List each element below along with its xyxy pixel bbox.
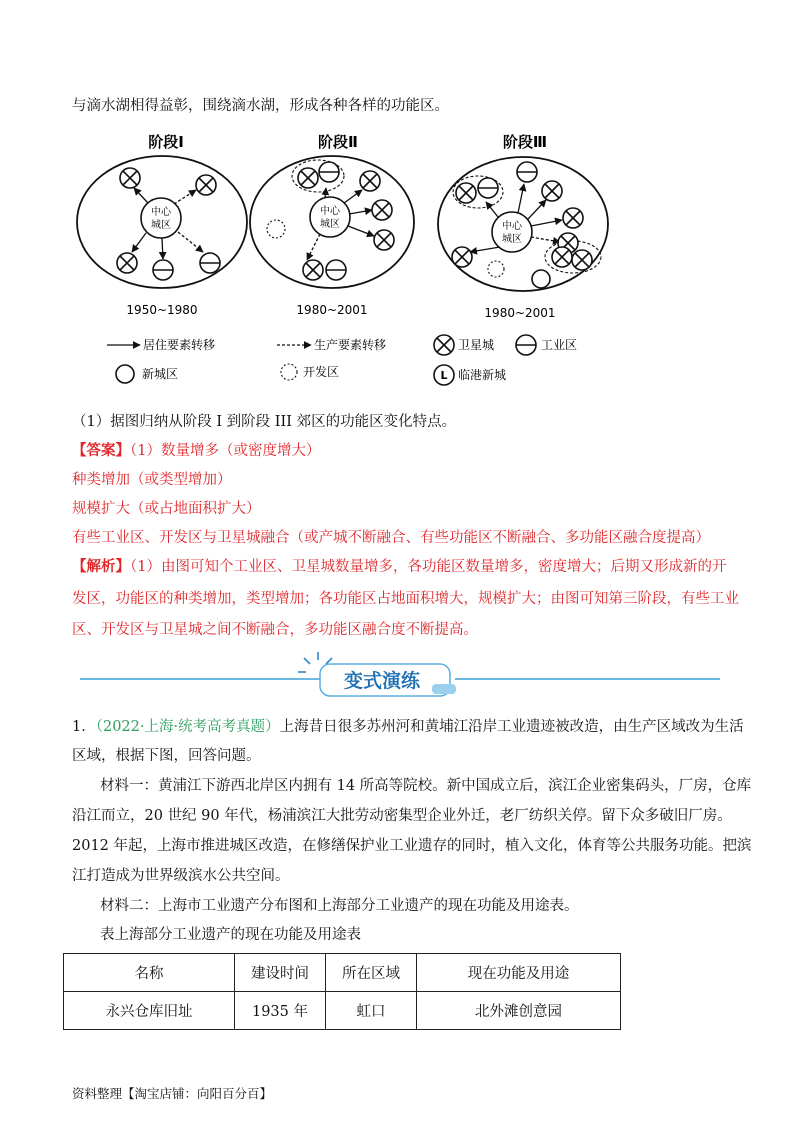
legend-development-icon: [281, 364, 297, 380]
svg-text:中心: 中心: [151, 207, 171, 218]
problem-1-line-1: 1．（2022·上海·统考高考真题）上海昔日很多苏州河和黄埔江沿岸工业遗迹被改造，由生产区域改为生活: [72, 719, 744, 735]
material-1-line-3: 2012 年起，上海市推进城区改造，在修缮保护业工业遗存的同时，植入文化，体育等公共服务功能。把滨: [72, 838, 752, 854]
stage-3-title: 阶段Ⅲ: [502, 133, 548, 151]
table-cell: 1935 年: [235, 992, 326, 1030]
page-footer: 资料整理【淘宝店铺：向阳百分百】: [72, 1086, 273, 1101]
analysis-label: 【解析】: [72, 558, 130, 575]
question-1: （1）据图归纳从阶段 I 到阶段 III 郊区的功能区变化特点。: [72, 414, 457, 430]
stage-2-title: 阶段Ⅱ: [318, 133, 358, 151]
svg-text:中心: 中心: [320, 206, 340, 217]
table-caption: 表上海部分工业遗产的现在功能及用途表: [100, 927, 361, 943]
material-2-line-1: 材料二：上海市工业遗产分布图和上海部分工业遗产的现在功能及用途表。: [100, 898, 579, 914]
answer-line-3: 规模扩大（或占地面积扩大）: [72, 501, 261, 517]
svg-text:城区: 城区: [151, 220, 171, 231]
table-cell: 永兴仓库旧址: [64, 992, 235, 1030]
legend-industrial: 工业区: [541, 338, 578, 352]
table-header-cell: 所在区域: [326, 954, 417, 992]
stage-1-period: 1950~1980: [126, 303, 198, 317]
material-1-line-1: 材料一：黄浦江下游西北岸区内拥有 14 所高等院校。新中国成立后，滨江企业密集码头，厂房，仓库: [100, 778, 752, 794]
problem-source: （2022·上海·统考高考真题）: [95, 719, 280, 735]
svg-text:城区: 城区: [320, 219, 340, 230]
table-row: [64, 992, 621, 1030]
analysis-line-1: 【解析】（1）由图可知个工业区、卫星城数量增多，各功能区数量增多，密度增大；后期又形成新的开: [72, 558, 727, 575]
material-1-line-2: 沿江而立，20 世纪 90 年代，杨浦滨江大批劳动密集型企业外迁，老厂纺织关停。留下众多破旧厂房。: [72, 808, 732, 824]
legend-production: 生产要素转移: [314, 338, 387, 352]
stage-2-period: 1980~2001: [296, 303, 368, 317]
table-header-cell: 现在功能及用途: [417, 954, 621, 992]
legend-port-city: 临港新城: [458, 368, 507, 382]
answer-line-1: 【答案】（1）数量增多（或密度增大）: [72, 442, 321, 459]
stage-3-center: [492, 212, 532, 252]
answer-label: 【答案】: [72, 442, 130, 459]
stage-3-period: 1980~2001: [484, 306, 556, 320]
legend-residential: 居住要素转移: [143, 338, 216, 352]
legend-satellite: 卫星城: [458, 338, 495, 352]
material-1-line-4: 江打造成为世界级滨水公共空间。: [72, 868, 290, 884]
legend-new-city: 新城区: [142, 367, 179, 381]
intro-line: 与滴水湖相得益彰，围绕滴水湖，形成各种各样的功能区。: [72, 98, 449, 114]
legend-development: 开发区: [303, 365, 340, 379]
svg-text:城区: 城区: [502, 234, 522, 245]
legend-satellite-icon: [434, 335, 454, 355]
table-cell: 北外滩创意园: [417, 992, 621, 1030]
table-header-cell: 名称: [64, 954, 235, 992]
banner-title: 变式演练: [343, 670, 421, 692]
table-cell: 虹口: [326, 992, 417, 1030]
stage-1-title: 阶段Ⅰ: [148, 133, 184, 151]
section-banner: [0, 650, 800, 710]
heritage-table: [63, 953, 621, 1030]
svg-text:中心: 中心: [502, 221, 522, 232]
answer-line-2: 种类增加（或类型增加）: [72, 472, 232, 488]
table-header-row: [64, 954, 621, 992]
analysis-line-3: 区、开发区与卫星城之间不断融合，多功能区融合度不断提高。: [72, 622, 478, 638]
table-header-cell: 建设时间: [235, 954, 326, 992]
legend-industrial-icon: [516, 335, 536, 355]
legend-new-city-icon: [116, 365, 134, 383]
answer-line-4: 有些工业区、开发区与卫星城融合（或产城不断融合、有些功能区不断融合、多功能区融合度提高）: [72, 530, 710, 546]
problem-1-line-2: 区域，根据下图，回答问题。: [72, 748, 261, 764]
analysis-line-2: 发区，功能区的种类增加，类型增加；各功能区占地面积增大，规模扩大；由图可知第三阶段，有些工业: [72, 591, 739, 607]
legend: [107, 335, 577, 385]
svg-text:L: L: [440, 369, 448, 382]
